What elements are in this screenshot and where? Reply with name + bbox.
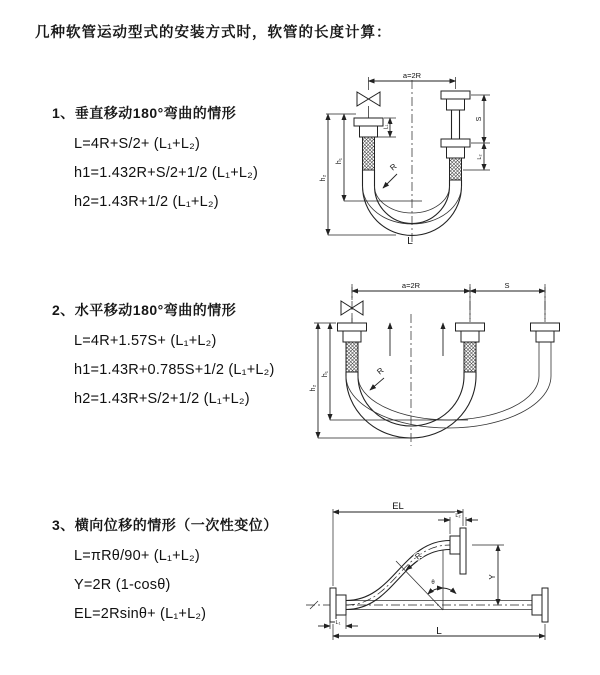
page-title: 几种软管运动型式的安装方式时，软管的长度计算： xyxy=(35,25,392,41)
section-horizontal-move xyxy=(52,300,307,407)
dimension-y xyxy=(472,545,504,605)
dim-label-span: a=2R xyxy=(402,71,422,80)
dimension-length xyxy=(333,624,545,640)
braided-hose-right xyxy=(450,158,462,180)
left-flange-fitting xyxy=(330,588,346,622)
section-1-heading: 1、垂直移动180°弯曲的情形 xyxy=(52,105,237,121)
hose-displaced-curve xyxy=(346,541,450,610)
dimension-l1 xyxy=(318,615,358,629)
middle-flange-fitting xyxy=(456,323,485,342)
right-flange-fitting xyxy=(532,588,548,622)
formula-y: Y=2R (1-cosθ) xyxy=(74,577,171,593)
dimension-s xyxy=(471,95,490,143)
dim-label-l2: L₂ xyxy=(455,513,461,519)
section-vertical-move xyxy=(52,103,307,210)
upper-flange-fitting xyxy=(450,528,466,574)
dim-label-span: a=2R xyxy=(401,281,421,290)
dimension-h2 xyxy=(320,114,399,235)
dim-label-l1: L₁ xyxy=(383,124,390,130)
braided-hose-left xyxy=(363,137,375,170)
dimension-l2 xyxy=(438,513,478,534)
dim-label-h1: h₁ xyxy=(322,370,329,378)
formula-length: L=πRθ/90+ (L₁+L₂) xyxy=(74,548,200,564)
angle-theta-construction xyxy=(396,550,456,610)
dimension-span xyxy=(352,281,470,319)
dim-label-l2: L₂ xyxy=(477,154,483,160)
valve-icon xyxy=(357,92,380,118)
dim-label-y: Y xyxy=(488,574,497,580)
dim-label-s: S xyxy=(476,116,483,122)
section-2-heading: 2、水平移动180°弯曲的情形 xyxy=(52,302,237,318)
dim-label-l1: L₁ xyxy=(335,620,341,626)
formula-h1: h1=1.43R+0.785S+1/2 (L₁+L₂) xyxy=(74,362,275,378)
dimension-h2 xyxy=(310,323,415,438)
dim-label-radius: R xyxy=(413,550,424,562)
diagram-horizontal-move-180 xyxy=(300,276,600,456)
radius-callout xyxy=(383,162,399,188)
braided-hose-left xyxy=(346,342,358,372)
dim-label-h1: h₁ xyxy=(336,157,343,165)
dim-label-radius: R xyxy=(388,161,399,173)
dim-label-h2: h₂ xyxy=(310,384,317,392)
section-lateral-displacement xyxy=(52,515,307,622)
dim-label-length: L xyxy=(407,236,413,247)
left-flange-fitting xyxy=(354,118,383,137)
dimension-h1 xyxy=(314,323,468,420)
right-flange-fitting-lower xyxy=(441,139,470,158)
right-flange-fitting xyxy=(531,323,560,342)
dim-label-el: EL xyxy=(392,501,404,512)
dimension-el xyxy=(333,501,463,586)
formula-el: EL=2Rsinθ+ (L₁+L₂) xyxy=(74,606,207,622)
dim-label-radius: R xyxy=(375,365,386,377)
section-3-heading: 3、横向位移的情形（一次性变位） xyxy=(52,517,278,533)
right-flange-fitting-top xyxy=(441,91,470,110)
radius-callout xyxy=(370,366,386,390)
left-flange-fitting xyxy=(338,323,367,342)
formula-length: L=4R+1.57S+ (L₁+L₂) xyxy=(74,333,217,349)
braided-hose-middle xyxy=(464,342,476,372)
dim-label-theta: θ xyxy=(431,580,435,586)
diagram-vertical-move-180 xyxy=(300,66,600,263)
formula-length: L=4R+S/2+ (L₁+L₂) xyxy=(74,136,200,152)
formula-h2: h2=1.43R+1/2 (L₁+L₂) xyxy=(74,194,219,210)
dim-label-length: L xyxy=(436,626,442,637)
diagram-lateral-displacement xyxy=(298,498,600,653)
formula-h2: h2=1.43R+S/2+1/2 (L₁+L₂) xyxy=(74,391,250,407)
dim-label-shift: S xyxy=(504,281,510,290)
formula-h1: h1=1.432R+S/2+1/2 (L₁+L₂) xyxy=(74,165,259,181)
dim-label-h2: h₂ xyxy=(320,174,327,182)
dimension-shift xyxy=(470,281,545,319)
